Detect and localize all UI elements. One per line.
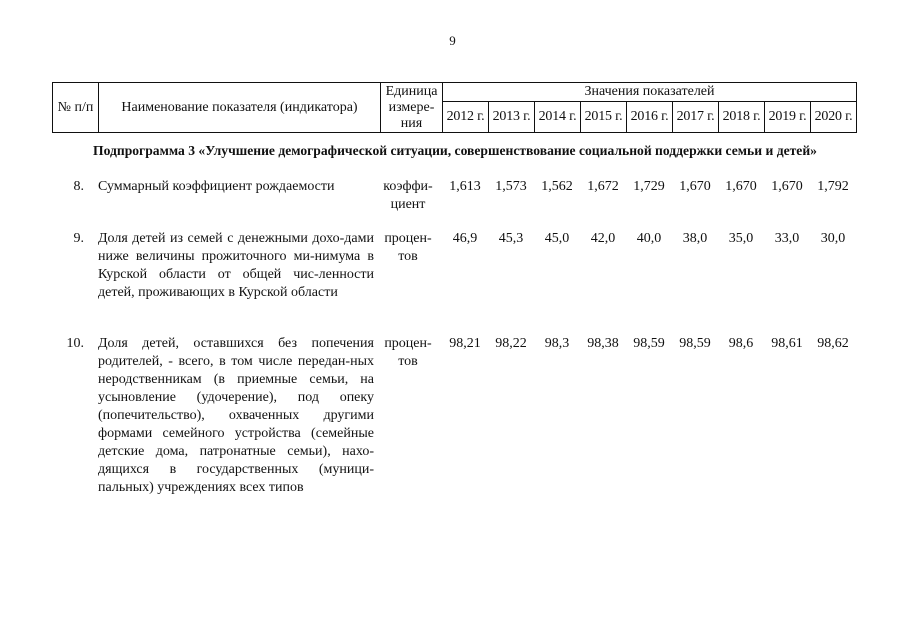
header-values: Значения показателей bbox=[443, 83, 857, 102]
header-year: 2012 г. bbox=[443, 102, 489, 133]
value-cell: 98,22 bbox=[495, 336, 527, 351]
row-number: 9. bbox=[73, 231, 84, 246]
indicator-name: Суммарный коэффициент рождаемости bbox=[98, 179, 335, 194]
subprogram-title: Подпрограмма 3 «Улучшение демографической ситуации, совершенствование социальной поддержки семьи и детей» bbox=[93, 143, 817, 158]
value-cell: 98,38 bbox=[587, 336, 619, 351]
header-year: 2016 г. bbox=[627, 102, 673, 133]
row-number: 10. bbox=[66, 336, 84, 351]
value-cell: 1,562 bbox=[541, 179, 573, 194]
value-cell: 1,792 bbox=[817, 179, 849, 194]
header-year: 2015 г. bbox=[581, 102, 627, 133]
header-year: 2014 г. bbox=[535, 102, 581, 133]
value-cell: 98,59 bbox=[633, 336, 665, 351]
value-cell: 98,21 bbox=[449, 336, 481, 351]
indicator-unit: процен-тов bbox=[384, 231, 432, 264]
header-year: 2017 г. bbox=[673, 102, 719, 133]
value-cell: 38,0 bbox=[682, 231, 708, 246]
row-number: 8. bbox=[73, 179, 84, 194]
header-year: 2018 г. bbox=[719, 102, 765, 133]
value-cell: 1,613 bbox=[449, 179, 481, 194]
indicator-name: Доля детей из семей с денежными дохо-дами ниже величины прожиточного ми-нимума в Курской области от общей чис-ленности детей, проживающих в Курской области bbox=[98, 231, 374, 300]
header-year: 2020 г. bbox=[811, 102, 857, 133]
header-unit: Единица измере-ния bbox=[381, 83, 443, 133]
value-cell: 1,670 bbox=[679, 179, 711, 194]
indicator-name: Доля детей, оставшихся без попечения родителей, - всего, в том числе передан-ных неродственникам (в приемные семьи, на усыновление (удочерение), под опеку (попечительство), охваченных другими формами семейного устройства (семейные детские дома, патронатные семьи), нахо-дящихся в государственных (муници-пальных) учреждениях всех типов bbox=[98, 336, 374, 495]
header-year: 2013 г. bbox=[489, 102, 535, 133]
indicator-unit: коэффи-циент bbox=[383, 179, 433, 212]
value-cell: 98,6 bbox=[728, 336, 754, 351]
value-cell: 1,670 bbox=[771, 179, 803, 194]
indicator-unit: процен-тов bbox=[384, 336, 432, 369]
header-number: № п/п bbox=[53, 83, 99, 133]
value-cell: 42,0 bbox=[590, 231, 616, 246]
value-cell: 45,0 bbox=[544, 231, 570, 246]
value-cell: 40,0 bbox=[636, 231, 662, 246]
header-year: 2019 г. bbox=[765, 102, 811, 133]
value-cell: 1,672 bbox=[587, 179, 619, 194]
value-cell: 98,61 bbox=[771, 336, 803, 351]
value-cell: 1,729 bbox=[633, 179, 665, 194]
value-cell: 1,573 bbox=[495, 179, 527, 194]
value-cell: 33,0 bbox=[774, 231, 800, 246]
value-cell: 46,9 bbox=[452, 231, 478, 246]
value-cell: 30,0 bbox=[820, 231, 846, 246]
value-cell: 1,670 bbox=[725, 179, 757, 194]
value-cell: 98,62 bbox=[817, 336, 849, 351]
value-cell: 35,0 bbox=[728, 231, 754, 246]
header-indicator-name: Наименование показателя (индикатора) bbox=[99, 83, 381, 133]
page-number: 9 bbox=[449, 33, 456, 48]
value-cell: 98,59 bbox=[679, 336, 711, 351]
value-cell: 98,3 bbox=[544, 336, 570, 351]
value-cell: 45,3 bbox=[498, 231, 524, 246]
indicator-table-header bbox=[52, 82, 857, 133]
